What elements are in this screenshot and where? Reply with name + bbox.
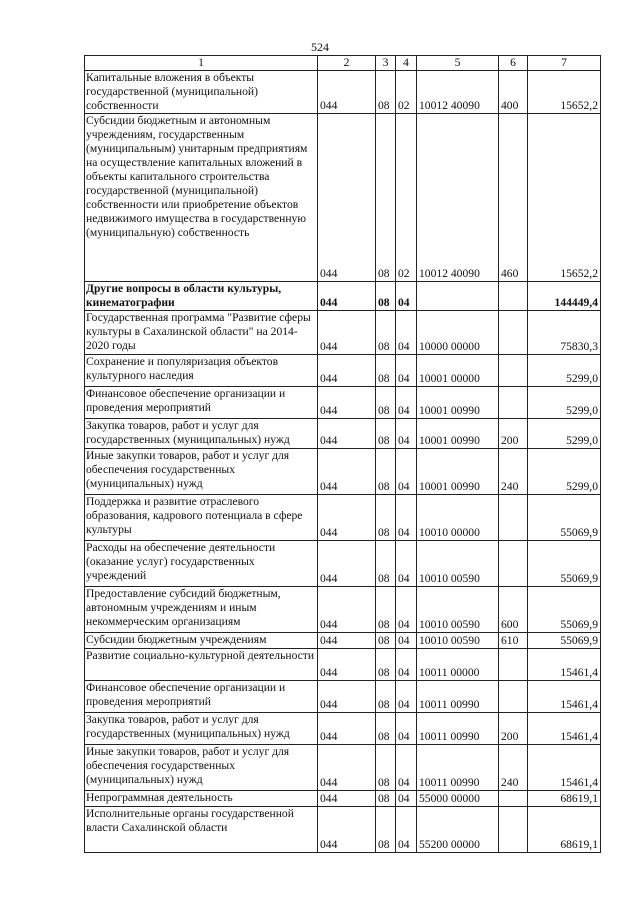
row-subsection-cell: 04 bbox=[396, 649, 417, 681]
row-code-cell: 044 bbox=[318, 713, 376, 745]
row-target-cell: 10010 00590 bbox=[417, 633, 499, 649]
row-expense-type-cell bbox=[499, 791, 528, 807]
row-amount-cell: 55069,9 bbox=[528, 633, 601, 649]
row-expense-type-cell bbox=[499, 649, 528, 681]
page-number: 524 bbox=[311, 40, 329, 54]
row-section-cell: 08 bbox=[376, 71, 396, 114]
table-row bbox=[85, 71, 601, 114]
row-amount-cell: 5299,0 bbox=[528, 449, 601, 495]
row-expense-type-cell bbox=[499, 495, 528, 541]
row-section-cell: 08 bbox=[376, 649, 396, 681]
row-target-cell: 10011 00990 bbox=[417, 681, 499, 713]
row-expense-type-cell: 200 bbox=[499, 713, 528, 745]
row-amount-cell: 68619,1 bbox=[528, 807, 601, 853]
row-target-cell: 10001 00990 bbox=[417, 419, 499, 449]
row-subsection-cell: 04 bbox=[396, 541, 417, 587]
row-target-cell: 55000 00000 bbox=[417, 791, 499, 807]
row-name-cell: Закупка товаров, работ и услуг для государственных (муниципальных) нужд bbox=[85, 419, 318, 449]
row-subsection-cell: 04 bbox=[396, 387, 417, 419]
row-subsection-cell: 04 bbox=[396, 311, 417, 355]
row-code-cell: 044 bbox=[318, 419, 376, 449]
row-amount-cell: 55069,9 bbox=[528, 495, 601, 541]
table-row bbox=[85, 311, 601, 355]
row-expense-type-cell bbox=[499, 387, 528, 419]
table-row bbox=[85, 713, 601, 745]
table-row bbox=[85, 282, 601, 311]
row-subsection-cell: 02 bbox=[396, 114, 417, 282]
header-row bbox=[85, 56, 601, 71]
row-code-cell: 044 bbox=[318, 449, 376, 495]
table-row bbox=[85, 633, 601, 649]
table-row bbox=[85, 587, 601, 633]
table-row bbox=[85, 355, 601, 387]
table-row bbox=[85, 807, 601, 853]
row-expense-type-cell: 600 bbox=[499, 587, 528, 633]
row-name-cell: Сохранение и популяризация объектов культурного наследия bbox=[85, 355, 318, 387]
table-row bbox=[85, 745, 601, 791]
header-col-4: 4 bbox=[396, 56, 417, 71]
row-section-cell: 08 bbox=[376, 419, 396, 449]
row-subsection-cell: 04 bbox=[396, 449, 417, 495]
row-section-cell: 08 bbox=[376, 355, 396, 387]
row-expense-type-cell bbox=[499, 282, 528, 311]
row-expense-type-cell: 240 bbox=[499, 449, 528, 495]
row-subsection-cell: 04 bbox=[396, 355, 417, 387]
row-expense-type-cell: 460 bbox=[499, 114, 528, 282]
row-amount-cell: 5299,0 bbox=[528, 387, 601, 419]
row-name-cell: Иные закупки товаров, работ и услуг для обеспечения государственных (муниципальных) нужд bbox=[85, 449, 318, 495]
row-target-cell: 10011 00000 bbox=[417, 649, 499, 681]
row-name-cell: Иные закупки товаров, работ и услуг для обеспечения государственных (муниципальных) нужд bbox=[85, 745, 318, 791]
header-col-3: 3 bbox=[376, 56, 396, 71]
row-amount-cell: 55069,9 bbox=[528, 541, 601, 587]
row-subsection-cell: 04 bbox=[396, 633, 417, 649]
row-code-cell: 044 bbox=[318, 282, 376, 311]
row-section-cell: 08 bbox=[376, 282, 396, 311]
row-code-cell: 044 bbox=[318, 311, 376, 355]
header-col-1: 1 bbox=[85, 56, 318, 71]
row-code-cell: 044 bbox=[318, 807, 376, 853]
row-amount-cell: 15652,2 bbox=[528, 71, 601, 114]
row-target-cell: 10001 00000 bbox=[417, 355, 499, 387]
row-expense-type-cell: 240 bbox=[499, 745, 528, 791]
row-section-cell: 08 bbox=[376, 713, 396, 745]
table-row bbox=[85, 419, 601, 449]
row-target-cell: 10010 00590 bbox=[417, 587, 499, 633]
table-row bbox=[85, 649, 601, 681]
row-amount-cell: 75830,3 bbox=[528, 311, 601, 355]
row-name-cell: Предоставление субсидий бюджетным, автономным учреждениям и иным некоммерческим организациям bbox=[85, 587, 318, 633]
row-subsection-cell: 02 bbox=[396, 71, 417, 114]
row-section-cell: 08 bbox=[376, 114, 396, 282]
row-section-cell: 08 bbox=[376, 587, 396, 633]
row-code-cell: 044 bbox=[318, 791, 376, 807]
row-target-cell: 55200 00000 bbox=[417, 807, 499, 853]
row-target-cell: 10010 00000 bbox=[417, 495, 499, 541]
row-target-cell: 10001 00990 bbox=[417, 387, 499, 419]
row-section-cell: 08 bbox=[376, 387, 396, 419]
row-name-cell: Финансовое обеспечение организации и проведения мероприятий bbox=[85, 387, 318, 419]
row-amount-cell: 15461,4 bbox=[528, 745, 601, 791]
row-name-cell: Поддержка и развитие отраслевого образования, кадрового потенциала в сфере культуры bbox=[85, 495, 318, 541]
row-subsection-cell: 04 bbox=[396, 745, 417, 791]
row-subsection-cell: 04 bbox=[396, 282, 417, 311]
header-col-2: 2 bbox=[318, 56, 376, 71]
row-target-cell: 10012 40090 bbox=[417, 114, 499, 282]
row-code-cell: 044 bbox=[318, 745, 376, 791]
row-target-cell: 10011 00990 bbox=[417, 713, 499, 745]
row-name-cell: Субсидии бюджетным и автономным учреждениям, государственным (муниципальным) унитарным предприятиям на осуществление капитальных вложений в объекты капитального строительства государственной (муниципальной) собственности или приобретение объектов недвижимого имущества в государственную (муниципальную) собственность bbox=[85, 114, 318, 282]
row-section-cell: 08 bbox=[376, 807, 396, 853]
row-subsection-cell: 04 bbox=[396, 713, 417, 745]
table-row bbox=[85, 541, 601, 587]
row-expense-type-cell bbox=[499, 807, 528, 853]
row-amount-cell: 15461,4 bbox=[528, 713, 601, 745]
row-target-cell: 10010 00590 bbox=[417, 541, 499, 587]
row-code-cell: 044 bbox=[318, 681, 376, 713]
row-name-cell: Государственная программа "Развитие сферы культуры в Сахалинской области" на 2014-2020 годы bbox=[85, 311, 318, 355]
row-target-cell: 10012 40090 bbox=[417, 71, 499, 114]
row-subsection-cell: 04 bbox=[396, 587, 417, 633]
row-section-cell: 08 bbox=[376, 495, 396, 541]
row-name-cell: Развитие социально-культурной деятельности bbox=[85, 649, 318, 681]
row-code-cell: 044 bbox=[318, 587, 376, 633]
row-amount-cell: 68619,1 bbox=[528, 791, 601, 807]
table-row bbox=[85, 449, 601, 495]
row-section-cell: 08 bbox=[376, 311, 396, 355]
table-row bbox=[85, 495, 601, 541]
row-code-cell: 044 bbox=[318, 71, 376, 114]
row-code-cell: 044 bbox=[318, 387, 376, 419]
row-name-cell: Капитальные вложения в объекты государственной (муниципальной) собственности bbox=[85, 71, 318, 114]
header-col-6: 6 bbox=[499, 56, 528, 71]
row-name-cell: Расходы на обеспечение деятельности (оказание услуг) государственных учреждений bbox=[85, 541, 318, 587]
row-name-cell: Другие вопросы в области культуры, кинематографии bbox=[85, 282, 318, 311]
row-code-cell: 044 bbox=[318, 495, 376, 541]
table-row bbox=[85, 791, 601, 807]
row-subsection-cell: 04 bbox=[396, 791, 417, 807]
row-name-cell: Непрограммная деятельность bbox=[85, 791, 318, 807]
row-section-cell: 08 bbox=[376, 449, 396, 495]
row-amount-cell: 15652,2 bbox=[528, 114, 601, 282]
row-name-cell: Субсидии бюджетным учреждениям bbox=[85, 633, 318, 649]
row-amount-cell: 5299,0 bbox=[528, 419, 601, 449]
row-subsection-cell: 04 bbox=[396, 419, 417, 449]
row-section-cell: 08 bbox=[376, 633, 396, 649]
row-section-cell: 08 bbox=[376, 681, 396, 713]
row-code-cell: 044 bbox=[318, 114, 376, 282]
row-amount-cell: 5299,0 bbox=[528, 355, 601, 387]
row-expense-type-cell: 610 bbox=[499, 633, 528, 649]
row-subsection-cell: 04 bbox=[396, 807, 417, 853]
budget-table bbox=[84, 55, 601, 853]
row-code-cell: 044 bbox=[318, 633, 376, 649]
row-target-cell bbox=[417, 282, 499, 311]
row-subsection-cell: 04 bbox=[396, 681, 417, 713]
row-target-cell: 10000 00000 bbox=[417, 311, 499, 355]
row-code-cell: 044 bbox=[318, 355, 376, 387]
row-target-cell: 10011 00990 bbox=[417, 745, 499, 791]
row-amount-cell: 144449,4 bbox=[528, 282, 601, 311]
header-col-5: 5 bbox=[417, 56, 499, 71]
header-col-7: 7 bbox=[528, 56, 601, 71]
row-section-cell: 08 bbox=[376, 745, 396, 791]
row-name-cell: Финансовое обеспечение организации и проведения мероприятий bbox=[85, 681, 318, 713]
row-subsection-cell: 04 bbox=[396, 495, 417, 541]
row-target-cell: 10001 00990 bbox=[417, 449, 499, 495]
row-section-cell: 08 bbox=[376, 791, 396, 807]
row-amount-cell: 15461,4 bbox=[528, 649, 601, 681]
row-amount-cell: 55069,9 bbox=[528, 587, 601, 633]
row-expense-type-cell bbox=[499, 311, 528, 355]
row-section-cell: 08 bbox=[376, 541, 396, 587]
row-expense-type-cell bbox=[499, 681, 528, 713]
row-name-cell: Закупка товаров, работ и услуг для государственных (муниципальных) нужд bbox=[85, 713, 318, 745]
row-code-cell: 044 bbox=[318, 649, 376, 681]
table-row bbox=[85, 114, 601, 282]
row-name-cell: Исполнительные органы государственной власти Сахалинской области bbox=[85, 807, 318, 853]
row-expense-type-cell bbox=[499, 355, 528, 387]
table-row bbox=[85, 387, 601, 419]
table-row bbox=[85, 681, 601, 713]
row-expense-type-cell bbox=[499, 541, 528, 587]
row-code-cell: 044 bbox=[318, 541, 376, 587]
row-expense-type-cell: 400 bbox=[499, 71, 528, 114]
row-expense-type-cell: 200 bbox=[499, 419, 528, 449]
row-amount-cell: 15461,4 bbox=[528, 681, 601, 713]
table-body bbox=[85, 71, 601, 853]
